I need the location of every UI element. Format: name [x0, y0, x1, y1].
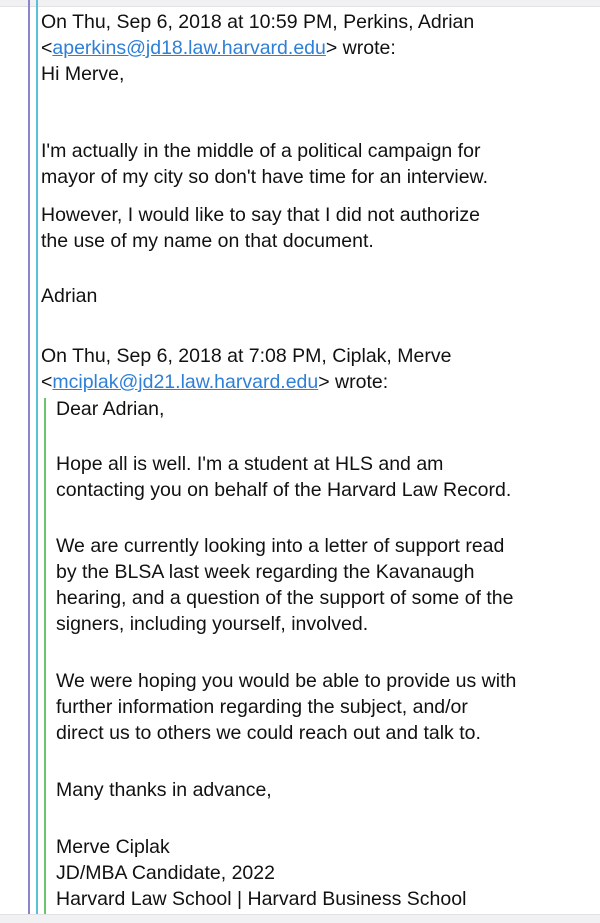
bracket: < — [41, 371, 53, 393]
original-line: direct us to others we could reach out and talk to. — [56, 722, 481, 744]
original-line: by the BLSA last week regarding the Kavanaugh — [56, 561, 475, 583]
original-line: contacting you on behalf of the Harvard Law Record. — [56, 479, 512, 501]
reply-header: On Thu, Sep 6, 2018 at 10:59 PM, Perkins, Adrian — [41, 11, 475, 33]
reply-line: Hi Merve, — [41, 63, 125, 85]
reply-sender-email-link[interactable]: aperkins@jd18.law.harvard.edu — [52, 37, 326, 59]
original-line: We were hoping you would be able to provide us with — [56, 670, 517, 692]
reply-line: mayor of my city so don't have time for an interview. — [41, 166, 488, 188]
quote-bar-level2 — [36, 0, 38, 914]
reply-sender-line — [41, 36, 396, 61]
original-line: Hope all is well. I'm a student at HLS and am — [56, 453, 444, 475]
top-edge — [0, 0, 600, 7]
original-line: Dear Adrian, — [56, 398, 165, 420]
signature-school: Harvard Law School | Harvard Business School — [56, 888, 467, 910]
original-line: further information regarding the subject, and/or — [56, 696, 468, 718]
original-line: We are currently looking into a letter of support read — [56, 535, 505, 557]
quote-bar-level3 — [44, 398, 46, 914]
reply-line: However, I would like to say that I did not authorize — [41, 204, 480, 226]
bracket: < — [41, 37, 53, 59]
signature-title: JD/MBA Candidate, 2022 — [56, 862, 275, 884]
original-line: hearing, and a question of the support of some of the — [56, 587, 514, 609]
quote-bar-level1 — [28, 0, 30, 914]
reply-line: I'm actually in the middle of a political campaign for — [41, 140, 481, 162]
original-header: On Thu, Sep 6, 2018 at 7:08 PM, Ciplak, Merve — [41, 345, 452, 367]
original-line: signers, including yourself, involved. — [56, 613, 369, 635]
reply-line: the use of my name on that document. — [41, 230, 374, 252]
reply-signature: Adrian — [41, 285, 98, 307]
original-sender-email-link[interactable]: mciplak@jd21.law.harvard.edu — [52, 371, 319, 393]
original-sender-line — [41, 370, 388, 395]
original-line: Many thanks in advance, — [56, 779, 272, 801]
wrote-label: > wrote: — [318, 371, 389, 393]
wrote-label: > wrote: — [325, 37, 396, 59]
signature-name: Merve Ciplak — [56, 836, 170, 858]
